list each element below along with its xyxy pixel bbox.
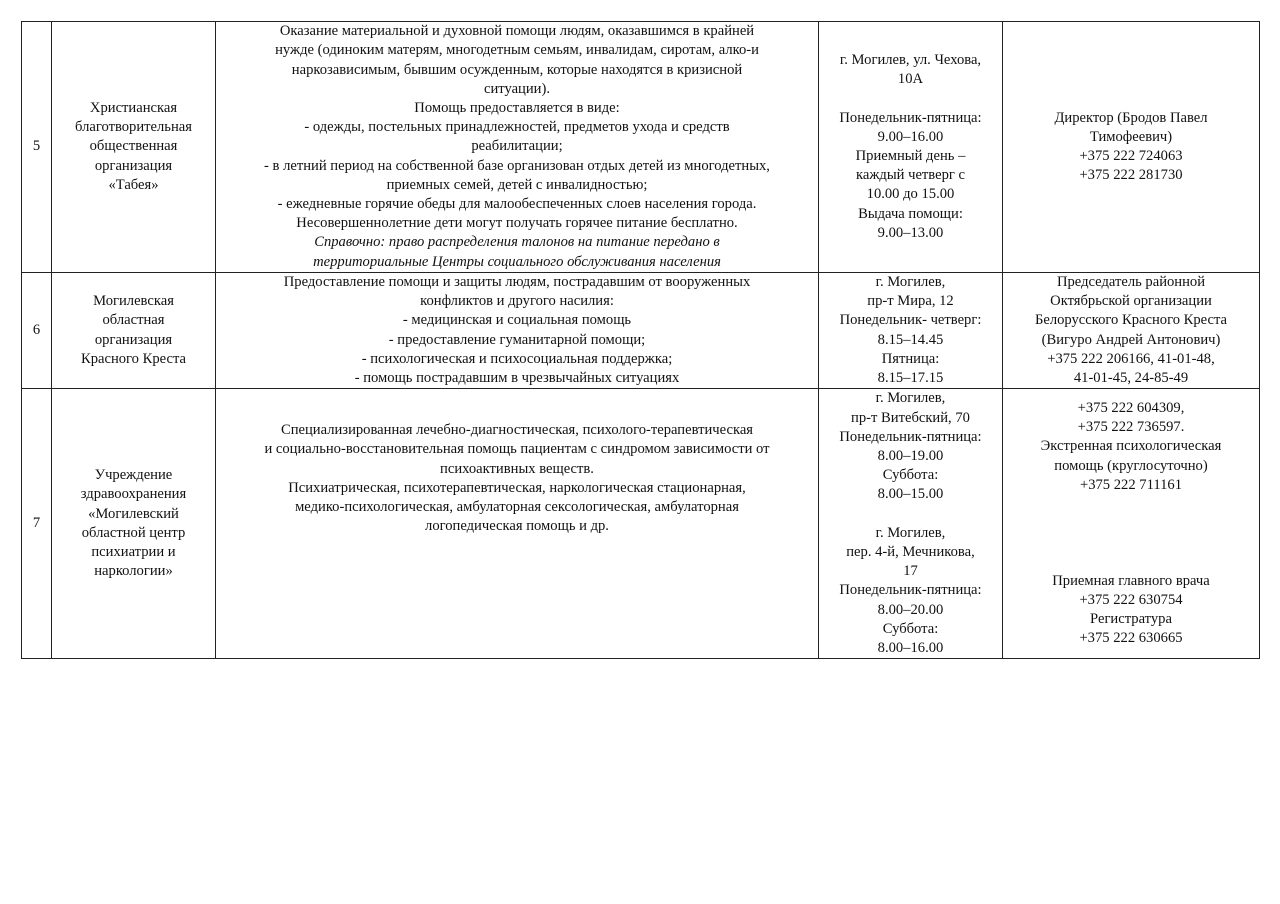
text-line: Тимофеевич) [1089,128,1173,145]
text-line: +375 222 604309, [1077,399,1185,416]
text-line: психиатрии и [91,543,176,560]
text-line: - одежды, постельных принадлежностей, предметов ухода и средств [304,119,730,136]
text-line: пр-т Мира, 12 [867,293,954,310]
text-line: +375 222 630665 [1079,630,1183,647]
service-description [216,389,819,659]
text-line: Могилевская [93,293,174,310]
text-line: благотворительная [75,119,192,136]
text-line: Справочно: право распределения талонов на питание передано в [314,234,720,251]
text-line: Понедельник-пятница: [839,582,982,599]
text-line: Помощь предоставляется в виде: [414,99,620,116]
organization-name [52,389,216,659]
reference-note [220,233,814,271]
table-row [22,22,1260,273]
contact-info [1003,389,1260,659]
text-line: каждый четверг с [855,167,965,184]
organizations-table [21,21,1260,659]
table-row [22,273,1260,389]
text-line: Понедельник-пятница: [839,109,982,126]
text-line: Предоставление помощи и защиты людям, пострадавшим от вооруженных [283,274,751,290]
organization-name [52,273,216,389]
text-line: 9.00–16.00 [877,128,944,145]
text-line: и социально-восстановительная помощь пациентам с синдромом зависимости от [264,441,770,458]
text-line: 8.00–20.00 [877,601,944,618]
text-line: - в летний период на собственной базе организован отдых детей из многодетных, [264,157,770,174]
row-number: 7 [22,389,52,659]
text-line: ситуации). [484,80,550,97]
text-line: Психиатрическая, психотерапевтическая, наркологическая стационарная, [288,479,746,496]
text-line: организация [94,331,173,348]
text-line: помощь (круглосуточно) [1054,457,1208,474]
text-line: Оказание материальной и духовной помощи людям, оказавшимся в крайней [279,23,755,40]
text-line: Экстренная психологическая [1040,438,1222,455]
text-line [1007,553,1255,572]
table-body [22,22,1260,659]
text-line: Белорусского Красного Креста [1034,312,1228,329]
text-line: г. Могилев, [875,390,946,407]
text-line: +375 222 630754 [1079,591,1183,608]
text-line: Понедельник-пятница: [839,428,982,445]
text-line: - помощь пострадавшим в чрезвычайных ситуациях [354,370,680,387]
text-line: Выдача помощи: [858,205,963,222]
text-line [1007,495,1255,514]
text-line: г. Могилев, [875,524,946,541]
text-line: конфликтов и другого насилия: [420,293,614,310]
text-line: приемных семей, детей с инвалидностью; [386,176,648,193]
text-line: организация [94,157,173,174]
row-number: 5 [22,22,52,273]
text-line: Суббота: [882,620,939,637]
text-line: 9.00–13.00 [877,224,944,241]
text-line: 8.00–16.00 [877,639,944,656]
text-line: 10.00 до 15.00 [866,186,955,203]
text-line: Понедельник- четверг: [839,312,982,329]
text-line: Учреждение [94,467,173,484]
description-text [220,22,814,233]
text-line: «Табея» [108,176,159,193]
text-line: Суббота: [882,467,939,484]
service-description [216,22,819,273]
text-line: +375 222 281730 [1079,167,1183,184]
text-line: (Вигуро Андрей Антонович) [1041,331,1221,348]
text-line: наркологии» [94,563,173,580]
text-line: - предоставление гуманитарной помощи; [388,331,646,348]
text-line: здравоохранения [80,486,187,503]
text-line: Красного Креста [80,350,187,367]
text-line: Приемная главного врача [1052,572,1210,589]
text-line: общественная [89,138,178,155]
text-line [1007,514,1255,533]
text-line: медико-психологическая, амбулаторная сексологическая, амбулаторная [295,498,739,515]
text-line: Октябрьской организации [1050,293,1212,310]
text-line: г. Могилев, ул. Чехова, [839,51,982,68]
text-line: Приемный день – [855,147,966,164]
text-line: - медицинская и социальная помощь [402,312,632,329]
text-line: 10А [897,71,924,88]
text-line: Специализированная лечебно-диагностическая, психолого-терапевтическая [280,422,754,439]
text-line: Председатель районной [1056,274,1206,290]
text-line: логопедическая помощь и др. [425,518,609,535]
table-row [22,389,1260,659]
text-line: 41-01-45, 24-85-49 [1073,370,1189,387]
text-line: областная [102,312,165,329]
text-line: 17 [903,563,918,580]
text-line: 8.00–15.00 [877,486,944,503]
text-line: психоактивных веществ. [440,460,594,477]
text-line: +375 222 711161 [1079,476,1182,493]
text-line: областной центр [81,524,186,541]
text-line: Регистратура [1090,611,1172,628]
text-line: - ежедневные горячие обеды для малообеспеченных слоев населения города. [277,196,757,212]
text-line: пр-т Витебский, 70 [851,409,970,426]
text-line: +375 222 736597. [1077,419,1185,436]
text-line [823,505,998,524]
text-line: Директор (Бродов Павел [1054,109,1208,126]
text-line: 8.15–14.45 [877,331,944,348]
text-line: Христианская [89,99,178,116]
text-line: 8.15–17.15 [877,370,944,387]
text-line: нужде (одиноким матерям, многодетным семьям, инвалидам, сиротам, алко-и [275,42,759,59]
text-line: «Могилевский [88,505,179,522]
text-line: - психологическая и психосоциальная поддержка; [361,350,673,367]
address-schedule [819,22,1003,273]
contact-info [1003,22,1260,273]
text-line: Пятница: [881,350,940,367]
text-line: Несовершеннолетние дети могут получать горячее питание бесплатно. [296,215,738,232]
text-line [823,89,998,108]
address-schedule [819,273,1003,389]
text-line: наркозависимым, бывшим осужденным, которые находятся в кризисной [291,61,743,78]
organization-name [52,22,216,273]
text-line: +375 222 724063 [1079,148,1183,164]
contact-info [1003,273,1260,389]
service-description [216,273,819,389]
text-line: реабилитации; [471,138,563,155]
text-line: 8.00–19.00 [877,447,944,464]
text-line: +375 222 206166, 41-01-48, [1047,350,1215,367]
text-line: г. Могилев, [875,274,946,290]
address-schedule [819,389,1003,659]
text-line: территориальные Центры социального обслуживания населения [313,253,721,270]
text-line: пер. 4-й, Мечникова, [846,543,975,560]
text-line [1007,533,1255,552]
row-number: 6 [22,273,52,389]
